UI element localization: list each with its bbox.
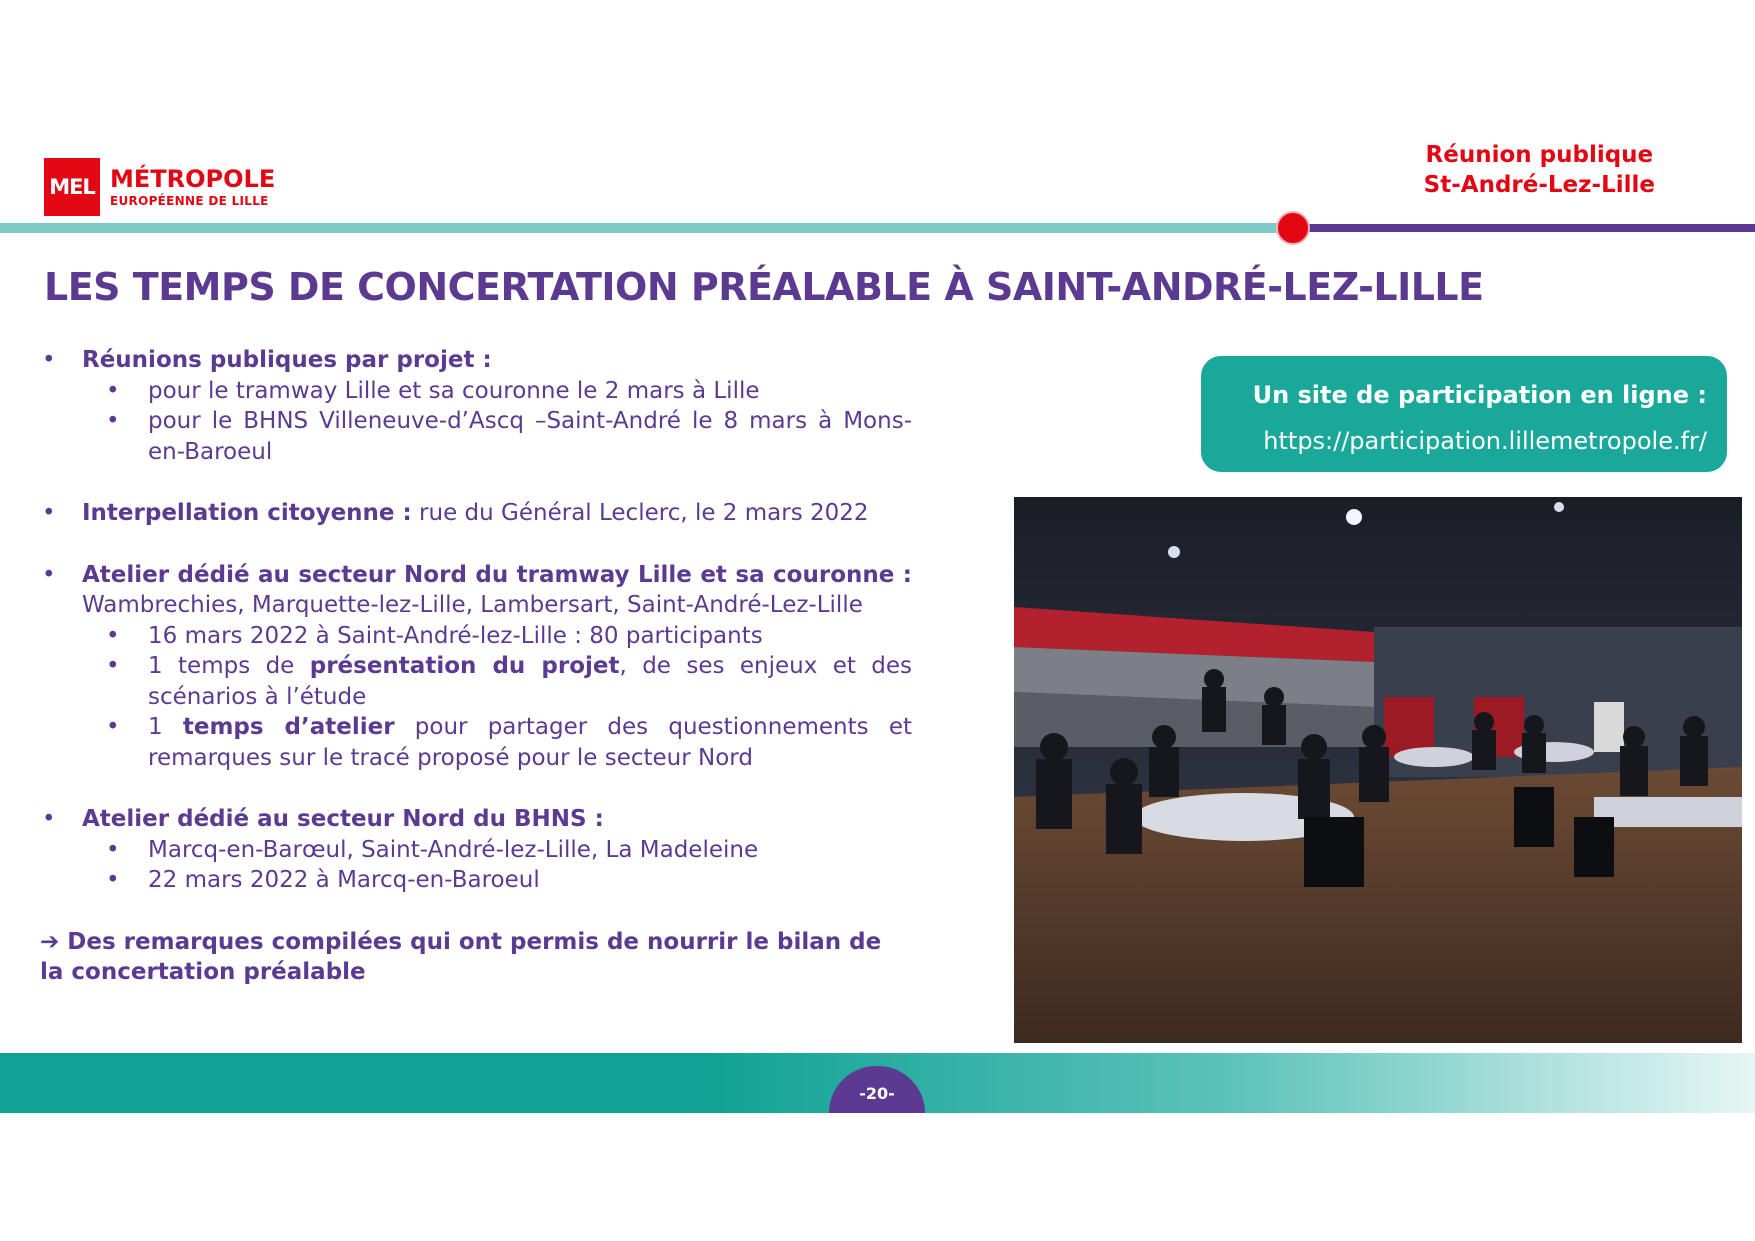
event-label: [1424, 140, 1655, 200]
section-text: Wambrechies, Marquette-lez-Lille, Lambersart, Saint-André-Lez-Lille: [82, 592, 863, 618]
conclusion-text: ➔ Des remarques compilées qui ont permis de nourrir le bilan de la concertation préalable: [40, 928, 882, 985]
header-divider-teal: [0, 223, 1290, 233]
section-heading: • Atelier dédié au secteur Nord du BHNS :: [82, 806, 604, 832]
section-tramway-workshop: [40, 560, 912, 774]
list-item: • pour le BHNS Villeneuve-d’Ascq –Saint-André le 8 mars à Mons-en-Baroeul: [82, 406, 912, 467]
workshop-photo: [1014, 497, 1742, 1043]
workshop-photo-illustration: [1014, 497, 1742, 1043]
item-bold-text: présentation du projet: [309, 653, 620, 679]
list-item: • Marcq-en-Barœul, Saint-André-lez-Lille, La Madeleine: [82, 835, 912, 866]
section-heading: Interpellation citoyenne :: [82, 500, 412, 526]
section-heading: • Réunions publiques par projet :: [82, 347, 492, 373]
page-number: -20-: [829, 1066, 925, 1113]
section-bhns-workshop: [40, 804, 912, 896]
participation-link[interactable]: https://participation.lillemetropole.fr/: [1263, 427, 1707, 455]
section-citizen-interpellation: [40, 498, 912, 529]
item-text: pour partager des questionnements et remarques sur le tracé proposé pour le secteur Nord: [148, 714, 913, 771]
event-label-line2: St-André-Lez-Lille: [1423, 172, 1655, 198]
logo-main-text: MÉTROPOLE: [110, 165, 276, 193]
participation-title: Un site de participation en ligne :: [1252, 381, 1707, 409]
item-text: , de ses enjeux et des scénarios à l’étude: [148, 653, 912, 710]
main-content: [40, 345, 912, 988]
item-bold-text: temps d’atelier: [182, 714, 395, 740]
section-public-meetings: [40, 345, 912, 467]
sub-list: [82, 376, 912, 468]
event-label-line1: Réunion publique: [1425, 142, 1654, 168]
logo-mark: MEL: [44, 158, 100, 216]
section-heading: Atelier dédié au secteur Nord du tramway Lille et sa couronne :: [82, 561, 912, 588]
list-item: [82, 651, 912, 712]
header-divider-purple: [1290, 224, 1755, 232]
header-divider-dot: [1276, 211, 1310, 245]
page-title: LES TEMPS DE CONCERTATION PRÉALABLE À SAINT-ANDRÉ-LEZ-LILLE: [44, 265, 1484, 309]
logo-sub-text: EUROPÉENNE DE LILLE: [110, 194, 269, 208]
item-text: 1: [148, 714, 183, 740]
participation-box: [1201, 356, 1727, 472]
sub-list: [82, 835, 912, 896]
mel-logo: [44, 158, 275, 216]
list-item: • pour le tramway Lille et sa couronne le 2 mars à Lille: [82, 376, 912, 407]
list-item: [82, 712, 912, 773]
section-text: rue du Général Leclerc, le 2 mars 2022: [411, 500, 869, 526]
section-lead: [82, 560, 912, 621]
logo-text: [110, 165, 275, 209]
list-item: • 16 mars 2022 à Saint-André-lez-Lille : 80 participants: [82, 621, 912, 652]
sub-list: [82, 621, 912, 774]
list-item: • 22 mars 2022 à Marcq-en-Baroeul: [82, 865, 912, 896]
item-text: 1 temps de: [148, 653, 310, 679]
